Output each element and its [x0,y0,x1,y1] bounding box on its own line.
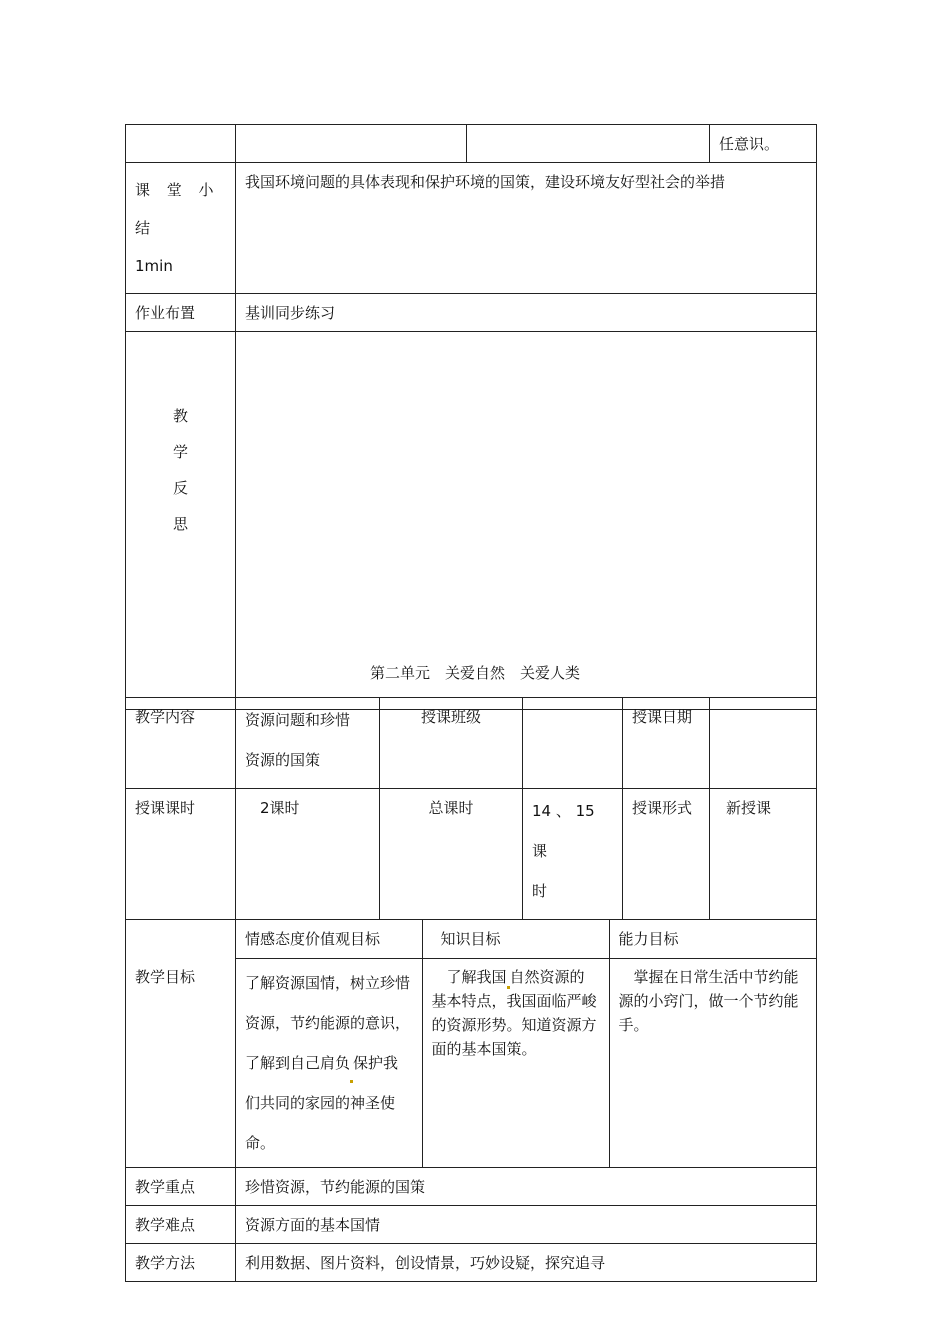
table-row [126,1167,817,1205]
total-label: 总课时 [380,789,523,920]
table-row [126,1243,817,1281]
form-label: 授课形式 [623,789,710,920]
homework-label: 作业布置 [126,294,236,332]
empty-cell [467,125,710,163]
table-row [236,958,817,1167]
unit-title: 第二单元 关爱自然 关爱人类 [369,664,580,682]
method-label: 教学方法 [126,1243,236,1281]
reflection-char: 学 [172,443,188,461]
difficult-value: 资源方面的基本国情 [236,1205,817,1243]
hours-value: 2课时 [236,789,380,920]
reflection-char: 教 [172,407,188,425]
summary-label: 课 堂 小 结 [135,181,220,237]
goal-knowledge [422,958,609,1167]
goal-emotion-line: 保护我们共同的家园的神圣使命。 [245,1053,399,1152]
table-row [126,1205,817,1243]
table-row [126,698,817,789]
total-value [523,789,623,920]
summary-time: 1min [135,257,173,275]
goal-ability: 掌握在日常生活中节约能源的小窍门，做一个节约能手。 [618,967,799,1034]
homework-text: 基训同步练习 [236,294,817,332]
goals-label: 教学目标 [126,920,236,1168]
table-row [126,920,817,1168]
difficult-label: 教学难点 [126,1205,236,1243]
reflection-char: 反 [172,479,188,497]
total-value-line: 时 [532,882,548,900]
method-value: 利用数据、图片资料，创设情景，巧妙设疑，探究追寻 [236,1243,817,1281]
goal-knowledge-line: 了解我国 [446,967,507,986]
date-label: 授课日期 [623,698,710,789]
empty-cell [236,125,467,163]
highlight-mark [350,1080,353,1083]
lesson-plan-table [125,697,817,1282]
total-value-line: 14 、 15 课 [532,802,595,860]
key-value: 珍惜资源，节约能源的国策 [236,1167,817,1205]
reflection-area [236,332,817,710]
responsibility-text: 任意识。 [710,125,817,163]
lesson-plan-table-continued [125,124,817,710]
summary-text: 我国环境问题的具体表现和保护环境的国策，建设环境友好型社会的举措 [236,163,817,294]
reflection-label [126,332,236,710]
content-value-line: 资源问题和珍惜 [245,711,351,729]
content-value-line: 资源的国策 [245,751,321,769]
class-value [523,698,623,789]
content-label: 教学内容 [126,698,236,789]
class-label: 授课班级 [380,698,523,789]
goal-emotion-line: 了解资源国情，树立珍惜资源，节约能源的意识，了解到自己肩负 [245,973,411,1072]
goal-header-emotion: 情感态度价值观目标 [236,920,422,958]
goal-emotion [236,958,422,1167]
table-row [236,920,817,958]
table-row [126,163,817,294]
table-row [126,294,817,332]
table-row [126,332,817,710]
content-value [236,698,380,789]
goal-header-ability: 能力目标 [609,920,817,958]
goals-cell [236,920,817,1168]
date-value [710,698,817,789]
goal-knowledge-line: 自然资源的基本特点，我国面临严峻的资源形势。知道资源方面的基本国策。 [431,967,597,1058]
form-value: 新授课 [710,789,817,920]
table-row [126,125,817,163]
goal-header-knowledge: 知识目标 [422,920,609,958]
key-label: 教学重点 [126,1167,236,1205]
table-row [126,789,817,920]
reflection-char: 思 [172,515,188,533]
hours-label: 授课课时 [126,789,236,920]
empty-cell [126,125,236,163]
goals-grid [236,920,817,1167]
summary-label-cell [126,163,236,294]
